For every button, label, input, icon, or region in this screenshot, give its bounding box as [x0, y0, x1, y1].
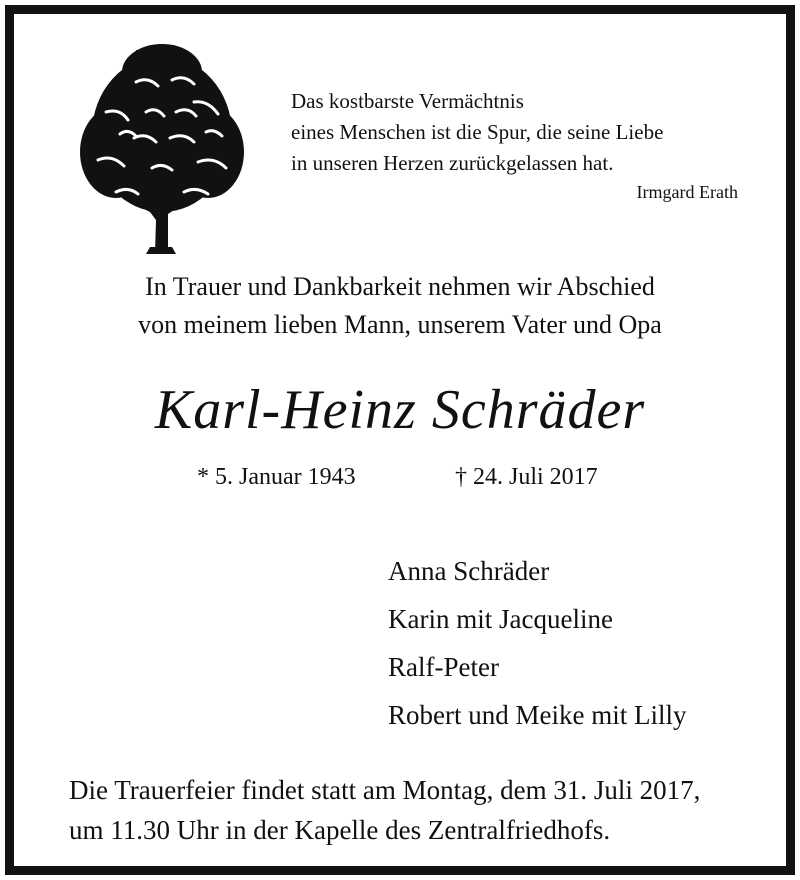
- service-line: um 11.30 Uhr in der Kapelle des Zentralfriedhofs.: [69, 815, 611, 845]
- quote-author: Irmgard Erath: [636, 182, 738, 202]
- quote-line: Das kostbarste Vermächtnis: [291, 89, 524, 113]
- deceased-name: Karl-Heinz Schräder: [154, 379, 646, 441]
- intro-text: [14, 268, 786, 344]
- birth-date: * 5. Januar 1943: [197, 464, 356, 490]
- service-line: Die Trauerfeier findet statt am Montag, dem 31. Juli 2017,: [69, 775, 701, 805]
- quote-line: in unseren Herzen zurückgelassen hat.: [291, 151, 614, 175]
- tree-icon: [76, 42, 248, 254]
- intro-line: In Trauer und Dankbarkeit nehmen wir Abschied: [145, 272, 655, 301]
- obituary-frame: [5, 5, 795, 875]
- intro-line: von meinem lieben Mann, unserem Vater und Opa: [138, 310, 662, 339]
- quote-text: [291, 86, 761, 179]
- mourner-name: Ralf-Peter: [388, 652, 499, 682]
- mourner-name: Anna Schräder: [388, 556, 550, 586]
- service-info: [69, 770, 700, 850]
- death-date: † 24. Juli 2017: [455, 464, 598, 490]
- mourner-name: Robert und Meike mit Lilly: [388, 700, 687, 730]
- mourner-name: Karin mit Jacqueline: [388, 604, 613, 634]
- mourners-list: [388, 547, 686, 739]
- quote-line: eines Menschen ist die Spur, die seine Liebe: [291, 120, 664, 144]
